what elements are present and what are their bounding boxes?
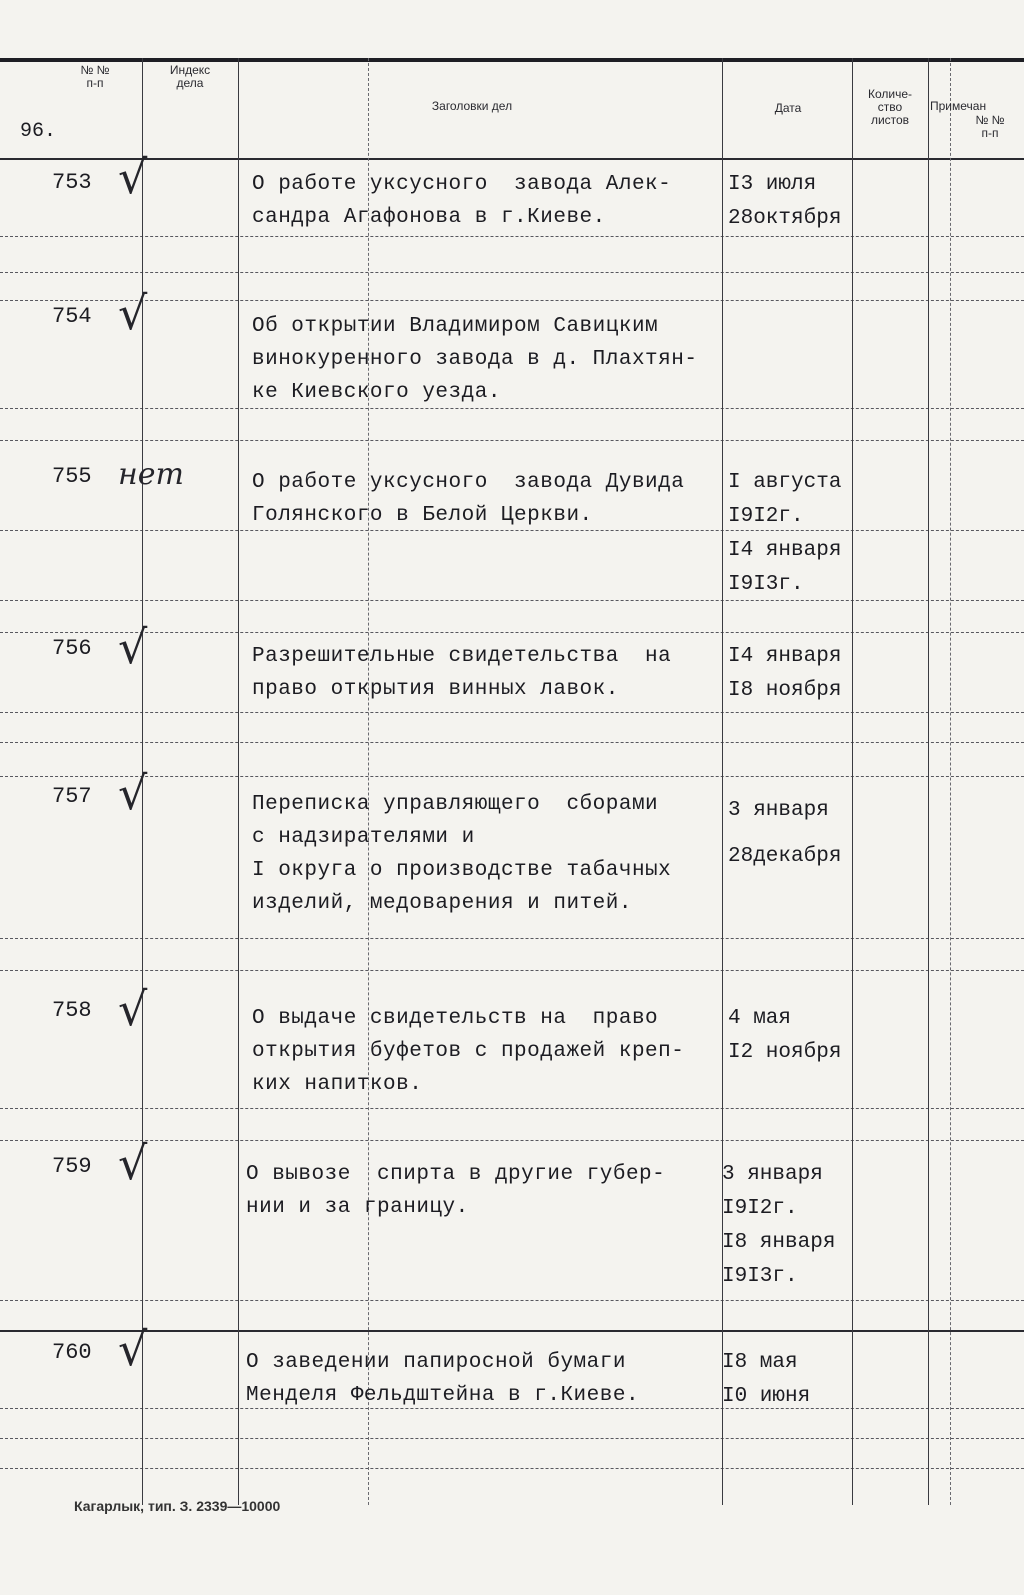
printer-imprint: Кагарлык, тип. З. 2339—10000 xyxy=(74,1498,281,1514)
record-number: 759 xyxy=(52,1154,92,1179)
record-dates: I августа I9I2г. I4 января I9I3г. xyxy=(728,471,842,596)
record-dates: I3 июля 28октября xyxy=(728,173,842,230)
record-title: О работе уксусного завода Дувида Голянского в Белой Церкви. xyxy=(252,471,685,527)
check-mark: √ xyxy=(118,1322,148,1376)
record-number: 753 xyxy=(52,170,92,195)
record-dates: 3 января 28декабря xyxy=(728,799,842,868)
handwritten-note: нет xyxy=(118,457,184,492)
record-number: 754 xyxy=(52,304,92,329)
record-number: 756 xyxy=(52,636,92,661)
check-mark: √ xyxy=(118,620,148,674)
header-date-col: Дата xyxy=(774,101,802,115)
record-number: 757 xyxy=(52,784,92,809)
record-title: Об открытии Владимиром Савицким винокуренного завода в д. Плахтян- ке Киевского уезда. xyxy=(252,315,698,404)
check-mark: √ xyxy=(118,150,148,204)
record-title: О работе уксусного завода Алек- сандра Агафонова в г.Киеве. xyxy=(252,173,672,229)
check-mark: √ xyxy=(118,982,148,1036)
record-title: О выдаче свидетельств на право открытия буфетов с продажей креп- ких напитков. xyxy=(252,1007,685,1096)
record-title: Разрешительные свидетельства на право открытия винных лавок. xyxy=(252,645,672,701)
header-bottom-rule xyxy=(0,158,1024,160)
check-mark: √ xyxy=(118,286,148,340)
record-title: Переписка управляющего сборами с надзирателями и I округа о производстве табачных изделий, медоварения и питей. xyxy=(252,793,672,915)
record-dates: I4 января I8 ноября xyxy=(728,645,842,702)
record-number: 758 xyxy=(52,998,92,1023)
header-notes-col: Примечан xyxy=(930,99,987,113)
record-dates: I8 мая I0 июня xyxy=(722,1351,811,1408)
record-title: О вывозе спирта в другие губер- нии и за границу. xyxy=(246,1163,666,1219)
header-number-col-right: № № п-п xyxy=(975,113,1005,140)
record-title: О заведении папиросной бумаги Менделя Фельдштейна в г.Киеве. xyxy=(246,1351,640,1407)
record-number: 760 xyxy=(52,1340,92,1365)
header-index-col: Индекс дела xyxy=(169,63,211,90)
header-top-rule xyxy=(0,58,1024,62)
header-sheets-col: Количе- ство листов xyxy=(867,87,913,127)
header-titles-col: Заголовки дел xyxy=(431,99,513,113)
header-number-col: № № п-п xyxy=(80,63,110,90)
record-number: 755 xyxy=(52,464,92,489)
record-dates: 4 мая I2 ноября xyxy=(728,1007,842,1064)
check-mark: √ xyxy=(118,1136,148,1190)
page-number: 96. xyxy=(20,120,57,143)
record-dates: 3 января I9I2г. I8 января I9I3г. xyxy=(722,1163,836,1288)
check-mark: √ xyxy=(118,766,148,820)
